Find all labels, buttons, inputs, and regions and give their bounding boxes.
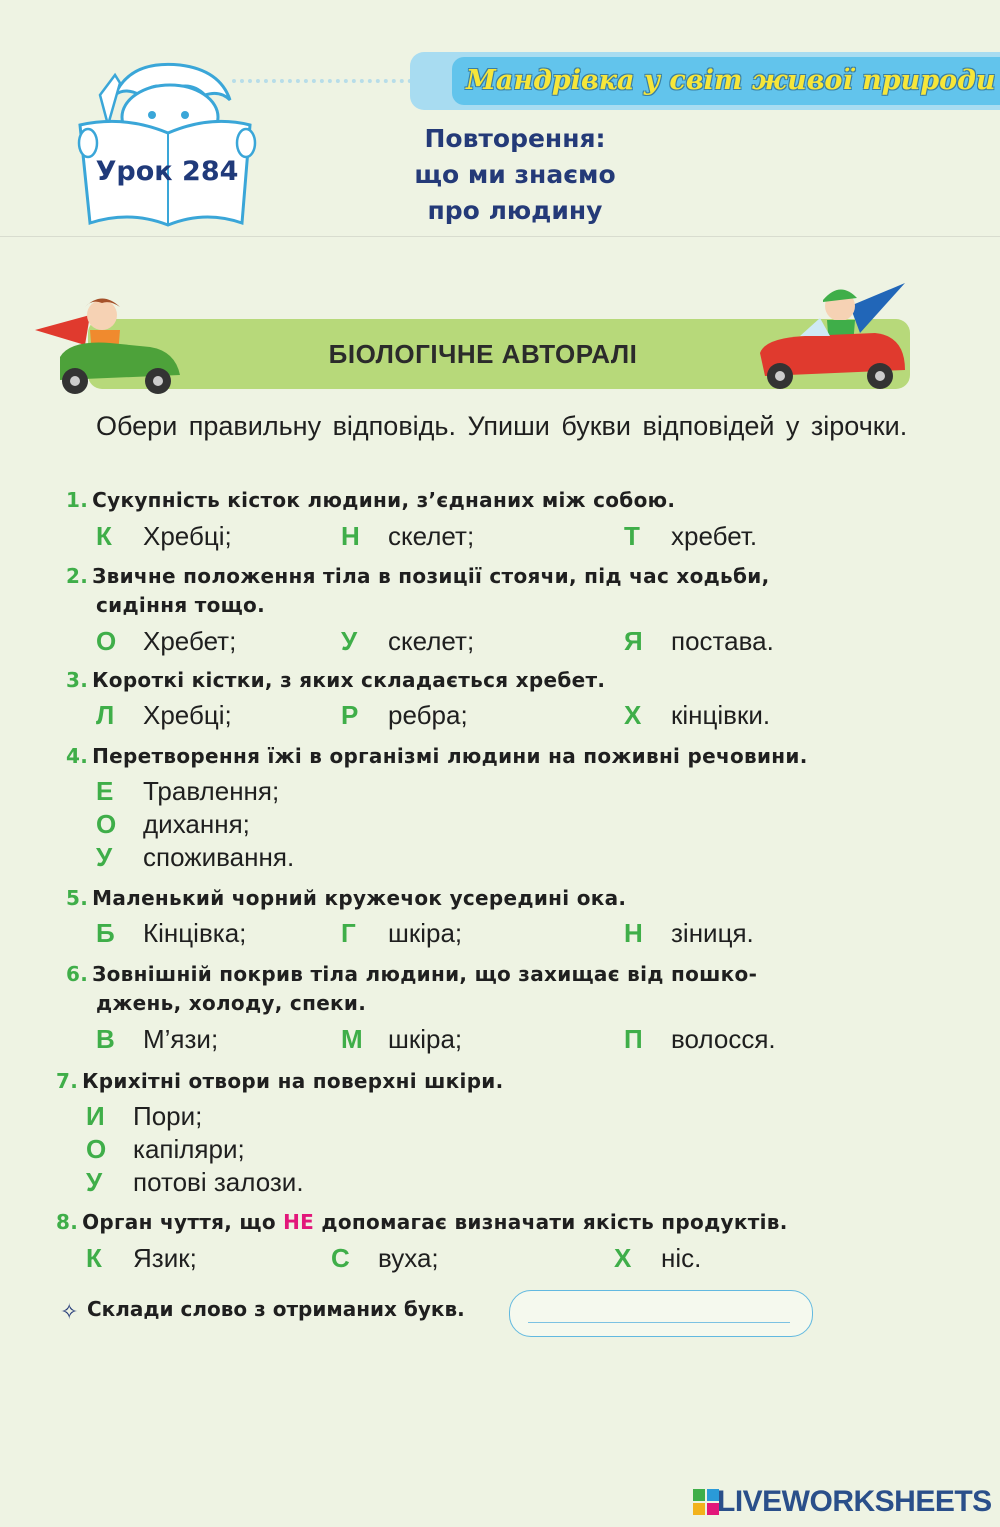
watermark-text: LIVEWORKSHEETS — [717, 1485, 992, 1518]
option-text: Пори; — [133, 1101, 203, 1131]
option-text: дихання; — [143, 809, 250, 839]
question-text: сидіння тощо. — [96, 593, 265, 617]
girl-in-green-car-illustration — [30, 285, 190, 400]
option-text: Хребет; — [143, 626, 237, 656]
option-letter: О — [86, 1134, 107, 1164]
option-4a[interactable] — [96, 775, 279, 807]
question-text: Крихітні отвори на поверхні шкіри. — [82, 1069, 504, 1093]
question-text: Маленький чорний кружечок усередині ока. — [92, 886, 627, 910]
option-text: Кінцівка; — [143, 918, 247, 948]
option-3a[interactable] — [96, 699, 232, 731]
option-letter: В — [96, 1024, 115, 1054]
option-letter: Л — [96, 700, 115, 730]
option-letter: П — [624, 1024, 643, 1054]
option-text: кінцівки. — [671, 700, 771, 730]
question-number: 6. — [66, 962, 89, 986]
option-text: Язик; — [133, 1243, 197, 1273]
option-text: потові залози. — [133, 1167, 304, 1197]
option-letter: Н — [341, 521, 360, 551]
lesson-topic — [370, 121, 660, 229]
option-5c[interactable] — [624, 917, 754, 949]
option-letter: Е — [96, 776, 114, 806]
option-letter: Я — [624, 626, 643, 656]
option-letter: Р — [341, 700, 359, 730]
option-letter: О — [96, 626, 117, 656]
question-6 — [66, 960, 757, 1018]
option-text: капіляри; — [133, 1134, 245, 1164]
option-text: зіниця. — [671, 918, 754, 948]
option-text: ніс. — [661, 1243, 702, 1273]
question-text: Зовнішній покрив тіла людини, що захищає від пошко- — [92, 962, 758, 986]
question-text: Короткі кістки, з яких складається хребет. — [92, 668, 606, 692]
question-7 — [56, 1067, 504, 1096]
question-highlight: НЕ — [283, 1210, 315, 1234]
topic-line: Повторення: — [424, 124, 606, 153]
liveworksheets-logo-icon — [693, 1489, 719, 1515]
option-text: вуха; — [378, 1243, 439, 1273]
option-7c[interactable] — [86, 1166, 304, 1198]
boy-in-red-car-illustration — [745, 278, 915, 398]
question-3 — [66, 666, 605, 695]
option-1b[interactable] — [341, 520, 474, 552]
question-number: 8. — [56, 1210, 79, 1234]
question-4 — [66, 742, 808, 771]
question-2 — [66, 562, 769, 620]
option-2b[interactable] — [341, 625, 474, 657]
section-title: БІОЛОГІЧНЕ АВТОРАЛІ — [328, 339, 638, 369]
option-letter: С — [331, 1243, 350, 1273]
topic-line: що ми знаємо — [414, 160, 616, 189]
option-7b[interactable] — [86, 1133, 245, 1165]
option-4c[interactable] — [96, 841, 294, 873]
question-number: 3. — [66, 668, 89, 692]
option-8c[interactable] — [614, 1242, 701, 1274]
option-6c[interactable] — [624, 1023, 776, 1055]
option-letter: О — [96, 809, 117, 839]
option-text: споживання. — [143, 842, 295, 872]
instruction-text: Обери правильну відповідь. Упиши букви відповідей у зірочки. — [96, 411, 908, 441]
header-divider — [0, 236, 1000, 237]
option-8a[interactable] — [86, 1242, 197, 1274]
question-number: 7. — [56, 1069, 79, 1093]
option-text: постава. — [671, 626, 774, 656]
final-task-label: Склади слово з отриманих букв. — [87, 1297, 465, 1321]
option-text: Травлення; — [143, 776, 280, 806]
option-7a[interactable] — [86, 1100, 202, 1132]
series-title: Мандрівка у світ живої природи — [466, 65, 996, 96]
option-5b[interactable] — [341, 917, 462, 949]
option-text: скелет; — [388, 521, 475, 551]
question-text: Перетворення їжі в організмі людини на поживні речовини. — [92, 744, 808, 768]
option-letter: К — [96, 521, 112, 551]
option-3c[interactable] — [624, 699, 770, 731]
option-letter: Х — [624, 700, 642, 730]
question-number: 5. — [66, 886, 89, 910]
question-text: Сукупність кісток людини, з’єднаних між собою. — [92, 488, 676, 512]
option-letter: У — [86, 1167, 103, 1197]
option-8b[interactable] — [331, 1242, 439, 1274]
option-6b[interactable] — [341, 1023, 462, 1055]
option-text: скелет; — [388, 626, 475, 656]
option-letter: Г — [341, 918, 356, 948]
question-text: Орган чуття, що — [82, 1210, 284, 1234]
star-icon: ✧ — [60, 1299, 79, 1324]
question-8 — [56, 1208, 788, 1237]
option-6a[interactable] — [96, 1023, 218, 1055]
dotted-connector — [232, 79, 412, 83]
option-letter: Т — [624, 521, 640, 551]
option-text: Хребці; — [143, 521, 232, 551]
option-letter: К — [86, 1243, 102, 1273]
question-text: джень, холоду, спеки. — [96, 991, 367, 1015]
option-text: волосся. — [671, 1024, 776, 1054]
option-letter: М — [341, 1024, 363, 1054]
option-4b[interactable] — [96, 808, 250, 840]
option-text: М’язи; — [143, 1024, 219, 1054]
option-2c[interactable] — [624, 625, 774, 657]
question-5 — [66, 884, 626, 913]
option-letter: Х — [614, 1243, 632, 1273]
question-number: 1. — [66, 488, 89, 512]
option-3b[interactable] — [341, 699, 468, 731]
question-number: 4. — [66, 744, 89, 768]
option-1a[interactable] — [96, 520, 232, 552]
option-letter: И — [86, 1101, 105, 1131]
topic-line: про людину — [427, 196, 603, 225]
option-1c[interactable] — [624, 520, 757, 552]
option-text: ребра; — [388, 700, 468, 730]
question-1 — [66, 486, 675, 515]
question-text: допомагає визначати якість продуктів. — [314, 1210, 788, 1234]
option-letter: Б — [96, 918, 115, 948]
answer-line — [528, 1322, 790, 1323]
option-letter: У — [341, 626, 358, 656]
answer-input-box[interactable] — [509, 1290, 813, 1337]
lesson-number: Урок 284 — [95, 156, 239, 187]
option-text: хребет. — [671, 521, 758, 551]
option-text: Хребці; — [143, 700, 232, 730]
option-5a[interactable] — [96, 917, 246, 949]
option-text: шкіра; — [388, 918, 463, 948]
question-text: Звичне положення тіла в позиції стоячи, під час ходьби, — [92, 564, 770, 588]
option-letter: У — [96, 842, 113, 872]
question-number: 2. — [66, 564, 89, 588]
option-text: шкіра; — [388, 1024, 463, 1054]
option-letter: Н — [624, 918, 643, 948]
option-2a[interactable] — [96, 625, 236, 657]
